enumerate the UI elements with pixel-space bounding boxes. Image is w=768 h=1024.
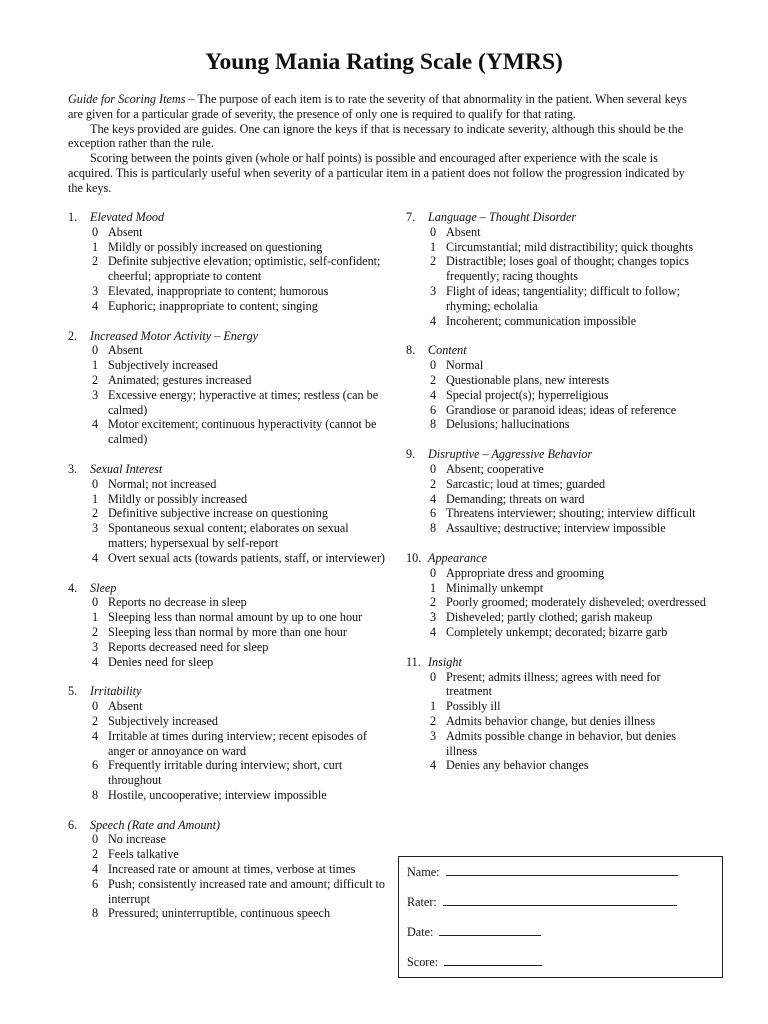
item-option (68, 299, 388, 314)
rater-row (407, 893, 677, 910)
option-description: Flight of ideas; tangentiality; difficult to follow; rhyming; echolalia (446, 283, 681, 313)
scale-item (406, 210, 706, 328)
option-description: Overt sexual acts (towards patients, staff, or interviewer) (108, 550, 385, 565)
item-option (68, 610, 388, 625)
option-score: 0 (429, 461, 437, 476)
item-option (68, 595, 388, 610)
item-option (68, 847, 388, 862)
option-score: 3 (91, 387, 99, 402)
item-option (406, 610, 706, 625)
option-description: Definite subjective elevation; optimistic, self-confident; cheerful; appropriate to content (108, 254, 381, 284)
option-description: Normal; not increased (108, 476, 217, 491)
option-score: 1 (91, 610, 99, 625)
option-score: 2 (429, 595, 437, 610)
item-option (68, 240, 388, 255)
item-number: 2. (68, 328, 78, 343)
scale-item (68, 818, 388, 922)
option-score: 4 (91, 654, 99, 669)
item-option (406, 314, 706, 329)
option-score: 4 (91, 728, 99, 743)
option-description: Excessive energy; hyperactive at times; restless (can be calmed) (108, 387, 379, 417)
option-description: Circumstantial; mild distractibility; quick thoughts (446, 239, 694, 254)
item-option (68, 551, 388, 566)
item-number: 10. (406, 550, 422, 565)
item-title: Elevated Mood (90, 210, 165, 224)
option-score: 3 (429, 283, 437, 298)
item-option (68, 862, 388, 877)
option-score: 8 (91, 906, 99, 921)
option-description: Appropriate dress and grooming (446, 565, 605, 580)
option-description: Subjectively increased (108, 358, 218, 373)
scale-item (68, 581, 388, 670)
items-column-right (406, 210, 706, 773)
item-title: Insight (428, 654, 462, 669)
option-score: 6 (429, 402, 437, 417)
option-score: 4 (429, 758, 437, 773)
item-heading (68, 462, 388, 477)
option-score: 2 (91, 713, 99, 728)
option-description: Absent (446, 224, 481, 239)
page-title: Young Mania Rating Scale (YMRS) (205, 49, 563, 75)
scale-item (406, 343, 706, 432)
option-score: 2 (91, 372, 99, 387)
option-description: Reports no decrease in sleep (108, 595, 247, 610)
option-description: Pressured; uninterruptible, continuous speech (108, 906, 331, 921)
option-score: 1 (91, 239, 99, 254)
option-score: 0 (91, 699, 99, 714)
option-description: Increased rate or amount at times, verbose at times (108, 862, 356, 877)
name-label: Name: (407, 865, 440, 879)
option-description: Mildly or possibly increased (108, 491, 248, 506)
option-score: 1 (429, 699, 437, 714)
option-description: Subjectively increased (108, 713, 218, 728)
item-option (68, 877, 388, 907)
item-number: 3. (68, 461, 78, 476)
item-heading (68, 684, 388, 699)
scale-item (68, 210, 388, 314)
option-score: 4 (91, 417, 99, 432)
item-option (68, 388, 388, 418)
items-column-left (68, 210, 388, 921)
option-score: 3 (429, 728, 437, 743)
item-title: Sexual Interest (90, 461, 163, 476)
option-score: 6 (91, 758, 99, 773)
item-option (68, 788, 388, 803)
item-option (406, 595, 706, 610)
option-description: Animated; gestures increased (108, 372, 252, 387)
item-number: 1. (68, 210, 78, 224)
score-row (407, 953, 542, 970)
option-score: 4 (429, 313, 437, 328)
scoring-guide (68, 92, 692, 196)
item-option (406, 625, 706, 640)
item-option (406, 373, 706, 388)
item-number: 4. (68, 580, 78, 595)
option-score: 1 (429, 580, 437, 595)
item-title: Appearance (428, 550, 487, 565)
option-score: 6 (429, 506, 437, 521)
option-score: 2 (429, 476, 437, 491)
item-title: Content (428, 343, 467, 358)
option-score: 2 (429, 254, 437, 269)
item-option (406, 388, 706, 403)
option-score: 0 (91, 595, 99, 610)
option-description: Definitive subjective increase on questioning (108, 506, 328, 521)
option-score: 3 (91, 639, 99, 654)
item-option (406, 714, 706, 729)
option-score: 1 (91, 491, 99, 506)
item-number: 11. (406, 654, 421, 669)
item-number: 9. (406, 447, 416, 462)
intro-paragraph-3: Scoring between the points given (whole or half points) is possible and encouraged after experience with the scale is acquired. This is particularly useful when severity of a particular item in a patient does not follow the progression indicated by the keys. (68, 151, 685, 195)
option-description: Euphoric; inappropriate to content; singing (108, 298, 318, 313)
score-label: Score: (407, 955, 439, 969)
item-title: Disruptive – Aggressive Behavior (428, 447, 593, 462)
date-field[interactable] (439, 923, 541, 936)
rater-label: Rater: (407, 895, 437, 909)
score-field[interactable] (444, 953, 542, 966)
option-score: 8 (429, 417, 437, 432)
item-option (68, 284, 388, 299)
option-score: 6 (91, 876, 99, 891)
item-heading (406, 210, 706, 225)
item-option (68, 373, 388, 388)
guide-lead: Guide for Scoring Items (68, 92, 186, 106)
option-description: Absent (108, 699, 143, 714)
option-description: Irritable at times during interview; recent episodes of anger or annoyance on ward (108, 728, 367, 758)
item-option (406, 566, 706, 581)
option-score: 1 (429, 239, 437, 254)
option-description: Hostile, uncooperative; interview impossible (108, 787, 327, 802)
option-description: Grandiose or paranoid ideas; ideas of reference (446, 402, 677, 417)
item-option (68, 625, 388, 640)
option-score: 0 (91, 224, 99, 239)
option-score: 4 (91, 862, 99, 877)
item-option (68, 254, 388, 284)
item-number: 8. (406, 343, 416, 358)
item-option (68, 699, 388, 714)
option-score: 2 (91, 506, 99, 521)
option-description: Normal (446, 358, 484, 373)
option-description: Demanding; threats on ward (446, 491, 585, 506)
option-description: Spontaneous sexual content; elaborates on sexual matters; hypersexual by self-report (108, 521, 349, 550)
item-option (406, 506, 706, 521)
item-option (406, 670, 706, 700)
date-row (407, 923, 541, 940)
item-option (406, 240, 706, 255)
option-score: 2 (429, 372, 437, 387)
option-score: 3 (91, 283, 99, 298)
item-heading (68, 329, 388, 344)
option-score: 3 (429, 610, 437, 625)
option-description: Threatens interviewer; shouting; interview difficult (446, 506, 696, 521)
option-description: Motor excitement; continuous hyperactivity (cannot be calmed) (108, 417, 377, 447)
item-number: 6. (68, 817, 78, 832)
item-number: 7. (406, 210, 416, 224)
option-description: Sarcastic; loud at times; guarded (446, 476, 606, 491)
item-title: Sleep (90, 580, 117, 595)
item-heading (68, 581, 388, 596)
item-option (406, 521, 706, 536)
option-score: 0 (429, 358, 437, 373)
item-option (68, 343, 388, 358)
option-description: Absent (108, 224, 143, 239)
option-score: 2 (91, 254, 99, 269)
item-title: Irritability (90, 684, 142, 699)
option-description: Reports decreased need for sleep (108, 639, 269, 654)
item-option (68, 832, 388, 847)
scale-item (68, 462, 388, 566)
option-score: 0 (429, 224, 437, 239)
item-heading (406, 551, 706, 566)
item-option (406, 284, 706, 314)
item-option (406, 729, 706, 759)
item-option (68, 358, 388, 373)
option-description: Mildly or possibly increased on questioning (108, 239, 323, 254)
option-description: No increase (108, 832, 166, 847)
item-option (68, 640, 388, 655)
option-score: 0 (91, 343, 99, 358)
scale-item (406, 655, 706, 773)
item-option (68, 714, 388, 729)
item-option (68, 655, 388, 670)
option-score: 2 (91, 624, 99, 639)
option-description: Assaultive; destructive; interview impossible (446, 521, 666, 536)
option-description: Incoherent; communication impossible (446, 313, 637, 328)
option-description: Completely unkempt; decorated; bizarre garb (446, 624, 668, 639)
option-score: 2 (91, 847, 99, 862)
item-option (68, 506, 388, 521)
option-description: Absent (108, 343, 143, 358)
option-description: Denies need for sleep (108, 654, 214, 669)
intro-paragraph-2: The keys provided are guides. One can ignore the keys if that is necessary to indicate severity, although this should be the exception rather than the rule. (68, 121, 684, 151)
item-option (406, 758, 706, 773)
option-description: Admits behavior change, but denies illness (446, 713, 656, 728)
option-description: Sleeping less than normal amount by up to one hour (108, 610, 363, 625)
item-option (406, 358, 706, 373)
option-score: 4 (429, 491, 437, 506)
rating-form-box (398, 856, 723, 978)
guide-text: – The purpose of each item is to rate the severity of that abnormality in the patient. When several keys are given for a particular grade of severity, the presence of only one is required to qualify for that rating. (68, 92, 687, 121)
item-option (406, 225, 706, 240)
item-number: 5. (68, 684, 78, 699)
item-option (406, 403, 706, 418)
item-title: Increased Motor Activity – Energy (90, 328, 259, 343)
item-option (68, 521, 388, 551)
option-score: 0 (429, 669, 437, 684)
option-score: 1 (91, 358, 99, 373)
item-option (68, 417, 388, 447)
option-description: Delusions; hallucinations (446, 417, 570, 432)
option-score: 8 (429, 521, 437, 536)
item-option (406, 581, 706, 596)
scale-item (68, 329, 388, 447)
option-score: 4 (429, 624, 437, 639)
item-option (406, 477, 706, 492)
option-description: Admits possible change in behavior, but denies illness (446, 728, 677, 758)
item-heading (406, 655, 706, 670)
item-option (68, 758, 388, 788)
option-description: Push; consistently increased rate and amount; difficult to interrupt (108, 876, 385, 906)
name-row (407, 863, 678, 880)
item-option (406, 254, 706, 284)
option-description: Distractible; loses goal of thought; changes topics frequently; racing thoughts (446, 254, 690, 284)
item-option (68, 477, 388, 492)
option-score: 0 (91, 832, 99, 847)
option-description: Present; admits illness; agrees with need for treatment (446, 669, 661, 699)
option-description: Elevated, inappropriate to content; humorous (108, 283, 329, 298)
item-heading (68, 210, 388, 225)
option-score: 3 (91, 521, 99, 536)
item-heading (406, 447, 706, 462)
item-option (68, 906, 388, 921)
item-option (406, 492, 706, 507)
option-description: Special project(s); hyperreligious (446, 387, 609, 402)
scale-item (406, 551, 706, 640)
option-description: Poorly groomed; moderately disheveled; overdressed (446, 595, 706, 610)
option-description: Absent; cooperative (446, 461, 544, 476)
item-option (406, 462, 706, 477)
option-description: Minimally unkempt (446, 580, 544, 595)
option-score: 8 (91, 787, 99, 802)
item-option (406, 417, 706, 432)
scale-item (68, 684, 388, 802)
option-score: 0 (429, 565, 437, 580)
option-description: Sleeping less than normal by more than one hour (108, 624, 347, 639)
item-heading (68, 818, 388, 833)
option-score: 0 (91, 476, 99, 491)
option-score: 4 (91, 298, 99, 313)
item-option (68, 225, 388, 240)
option-score: 2 (429, 713, 437, 728)
intro-paragraph-1 (68, 92, 692, 122)
scale-item (406, 447, 706, 536)
item-title: Speech (Rate and Amount) (90, 817, 221, 832)
item-option (406, 699, 706, 714)
name-field[interactable] (446, 863, 678, 876)
option-description: Frequently irritable during interview; short, curt throughout (108, 758, 343, 788)
option-description: Questionable plans, new interests (446, 372, 610, 387)
option-score: 4 (429, 387, 437, 402)
option-score: 4 (91, 550, 99, 565)
item-heading (406, 343, 706, 358)
item-option (68, 492, 388, 507)
option-description: Disheveled; partly clothed; garish makeup (446, 610, 653, 625)
option-description: Feels talkative (108, 847, 179, 862)
item-option (68, 729, 388, 759)
date-label: Date: (407, 925, 434, 939)
option-description: Denies any behavior changes (446, 758, 589, 773)
option-description: Possibly ill (446, 699, 501, 714)
item-title: Language – Thought Disorder (428, 210, 577, 224)
rater-field[interactable] (443, 893, 677, 906)
